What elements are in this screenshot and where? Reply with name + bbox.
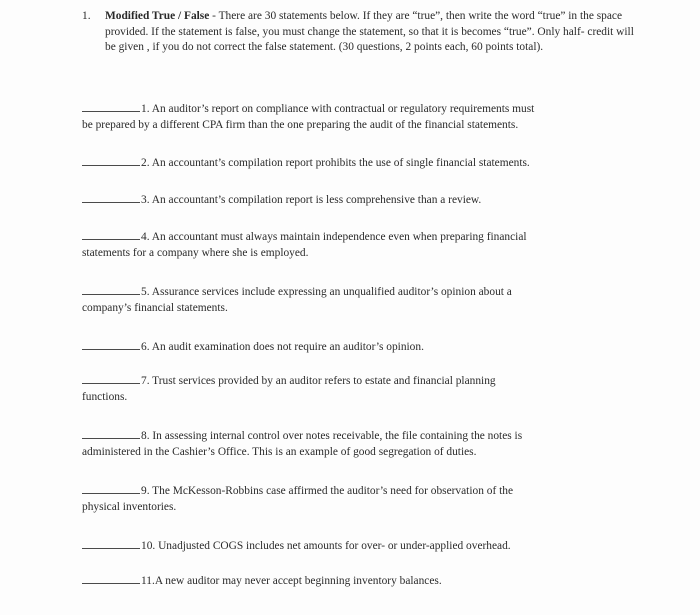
question-text-continued: administered in the Cashier’s Office. This is an example of good segregation of duties.	[82, 446, 477, 458]
question-item	[82, 483, 642, 515]
question-text: 3. An accountant’s compilation report is less comprehensive than a review.	[141, 194, 482, 206]
question-item	[82, 373, 642, 405]
question-text: 2. An accountant’s compilation report prohibits the use of single financial statements.	[141, 157, 530, 169]
question-item	[82, 101, 642, 133]
answer-blank[interactable]	[82, 428, 140, 439]
answer-blank[interactable]	[82, 101, 140, 112]
question-text: 5. Assurance services include expressing an unqualified auditor’s opinion about a	[141, 286, 512, 298]
answer-blank[interactable]	[82, 192, 140, 203]
instructions-text	[105, 9, 635, 56]
question-text: 4. An accountant must always maintain independence even when preparing financial	[141, 231, 527, 243]
question-item	[82, 339, 642, 355]
answer-blank[interactable]	[82, 373, 140, 384]
answer-blank[interactable]	[82, 155, 140, 166]
question-text-continued: be prepared by a different CPA firm than the one preparing the audit of the financial statements.	[82, 119, 519, 131]
question-item	[82, 192, 642, 208]
question-text-continued: physical inventories.	[82, 501, 177, 513]
answer-blank[interactable]	[82, 538, 140, 549]
question-text-continued: company’s financial statements.	[82, 302, 228, 314]
question-text: 1. An auditor’s report on compliance with contractual or regulatory requirements must	[141, 103, 535, 115]
question-text: 10. Unadjusted COGS includes net amounts for over- or under-applied overhead.	[141, 540, 511, 552]
answer-blank[interactable]	[82, 339, 140, 350]
answer-blank[interactable]	[82, 229, 140, 240]
question-text: 8. In assessing internal control over notes receivable, the file containing the notes is	[141, 430, 523, 442]
section-number: 1.	[82, 10, 91, 22]
answer-blank[interactable]	[82, 573, 140, 584]
section-title: Modified True / False	[105, 10, 210, 22]
question-text: 7. Trust services provided by an auditor refers to estate and financial planning	[141, 375, 496, 387]
question-item	[82, 284, 642, 316]
question-item	[82, 538, 642, 554]
answer-blank[interactable]	[82, 284, 140, 295]
question-item	[82, 229, 642, 261]
question-text-continued: functions.	[82, 391, 128, 403]
answer-blank[interactable]	[82, 483, 140, 494]
question-text: 11.A new auditor may never accept beginning inventory balances.	[141, 575, 442, 587]
question-item	[82, 155, 642, 171]
question-item	[82, 573, 642, 589]
question-text: 6. An audit examination does not require an auditor’s opinion.	[141, 341, 424, 353]
question-item	[82, 428, 642, 460]
instructions-body: - There are 30 statements below. If they are “true”, then write the word “true” in the space provided. If the statement is false, you must change the statement, so that it is becomes “true”. Only half- credit will be given , if you do not correct the false statement. (30 questions, 2 points each, 60 points total).	[105, 10, 634, 54]
question-text: 9. The McKesson-Robbins case affirmed the auditor’s need for observation of the	[141, 485, 513, 497]
question-text-continued: statements for a company where she is employed.	[82, 247, 309, 259]
